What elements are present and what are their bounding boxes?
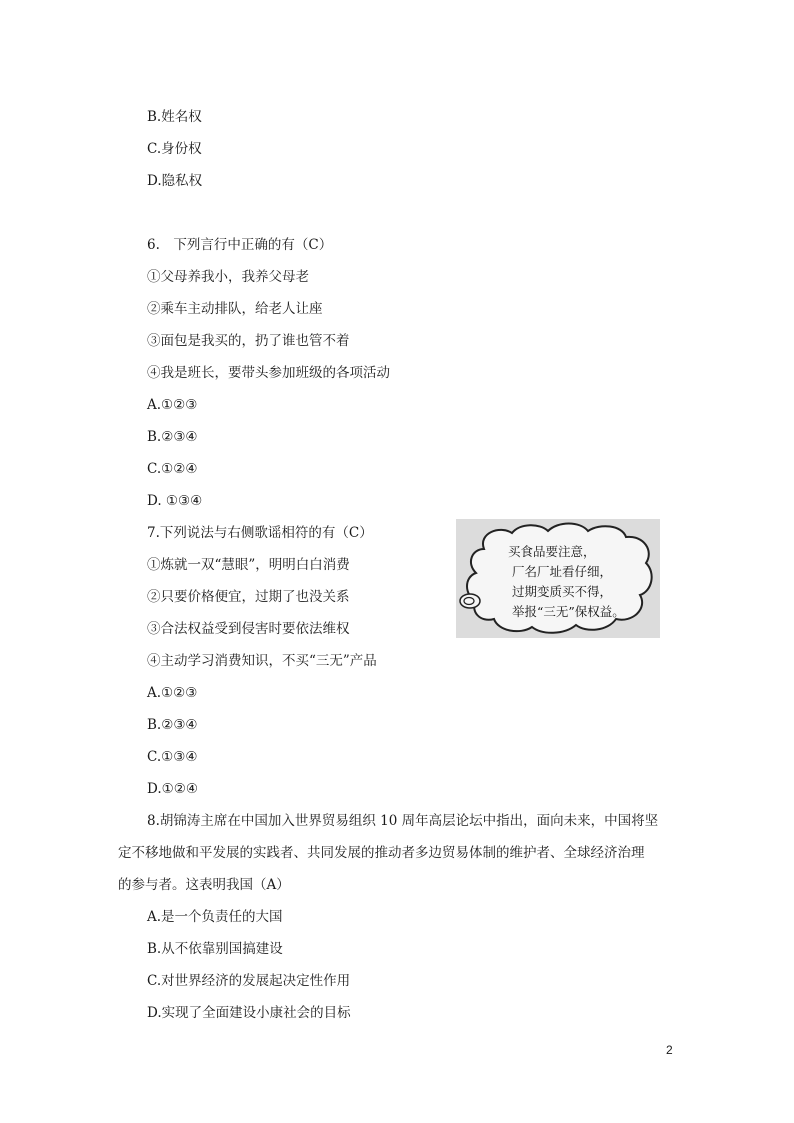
q7-stem: 7.下列说法与右侧歌谣相符的有（C）	[147, 525, 373, 541]
q8-option-a: A.是一个负责任的大国	[147, 909, 283, 925]
q5-option-d: D.隐私权	[147, 173, 203, 189]
q7-option-c: C.①③④	[147, 749, 198, 765]
q6-statement-4: ④我是班长，要带头参加班级的各项活动	[147, 365, 390, 381]
q8-stem-line-1: 8.胡锦涛主席在中国加入世界贸易组织 10 周年高层论坛中指出，面向未来，中国将坚	[147, 813, 659, 829]
q8-stem-line-2: 定不移地做和平发展的实践者、共同发展的推动者多边贸易体制的维护者、全球经济治理	[118, 845, 645, 861]
q6-option-c: C.①②④	[147, 461, 198, 477]
cloud-bubble-large	[460, 594, 480, 608]
rhyme-line-4: 举报“三无”保权益。	[512, 604, 625, 619]
q7-statement-1: ①炼就一双“慧眼”，明明白白消费	[147, 557, 350, 573]
q6-statement-3: ③面包是我买的，扔了谁也管不着	[147, 333, 350, 349]
q6-option-d: D. ①③④	[147, 493, 203, 509]
q6-statement-2: ②乘车主动排队，给老人让座	[147, 301, 323, 317]
q8-option-b: B.从不依靠别国搞建设	[147, 941, 283, 957]
q6-option-b: B.②③④	[147, 429, 198, 445]
q6-statement-1: ①父母养我小，我养父母老	[147, 269, 309, 285]
consumer-rhyme-image	[456, 519, 660, 638]
rhyme-line-3: 过期变质买不得，	[512, 584, 613, 599]
q7-statement-3: ③合法权益受到侵害时要依法维权	[147, 621, 350, 637]
q7-statement-4: ④主动学习消费知识，不买“三无”产品	[147, 653, 377, 669]
q8-option-c: C.对世界经济的发展起决定性作用	[147, 973, 351, 989]
page-number: 2	[666, 1043, 673, 1057]
q8-stem-line-3: 的参与者。这表明我国（A）	[118, 877, 290, 893]
q6-option-a: A.①②③	[147, 397, 198, 413]
q8-option-d: D.实现了全面建设小康社会的目标	[147, 1005, 351, 1021]
q7-option-b: B.②③④	[147, 717, 198, 733]
q7-option-a: A.①②③	[147, 685, 198, 701]
q5-option-b: B.姓名权	[147, 109, 202, 125]
rhyme-line-1: 买食品要注意，	[508, 544, 596, 559]
q7-statement-2: ②只要价格便宜，过期了也没关系	[147, 589, 350, 605]
q6-stem: 6. 下列言行中正确的有（C）	[147, 237, 333, 253]
q7-option-d: D.①②④	[147, 781, 198, 797]
rhyme-line-2: 厂名厂址看仔细，	[512, 564, 613, 579]
q5-option-c: C.身份权	[147, 141, 202, 157]
